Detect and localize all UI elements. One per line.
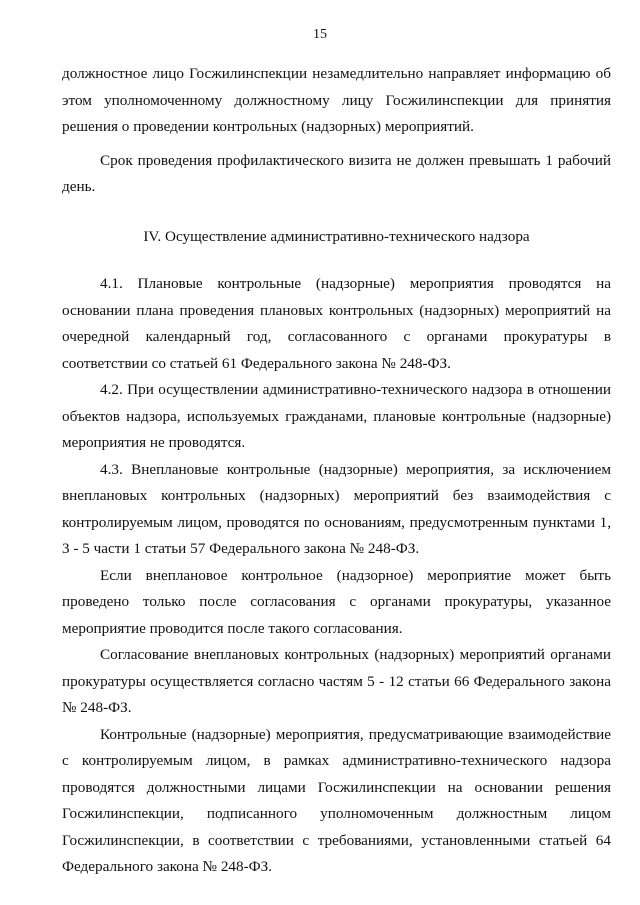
document-body bbox=[62, 61, 611, 881]
paragraph-4-3: 4.3. Внеплановые контрольные (надзорные) мероприятия, за исключением внеплановых контрольных (надзорных) мероприятий без взаимодействия с контролируемым лицом, проводятся по основаниям, предусмотренным пунктами 1, 3 - 5 части 1 статьи 57 Федерального закона № 248-ФЗ. bbox=[62, 460, 611, 557]
paragraph-4-2: 4.2. При осуществлении административно-технического надзора в отношении объектов надзора, используемых гражданами, плановые контрольные (надзорные) мероприятия не проводятся. bbox=[62, 381, 611, 451]
paragraph: Если внеплановое контрольное (надзорное) мероприятие может быть проведено только после согласования с органами прокуратуры, указанное мероприятие проводится после такого согласования. bbox=[62, 566, 611, 637]
paragraph-4-1: 4.1. Плановые контрольные (надзорные) мероприятия проводятся на основании плана проведения плановых контрольных (надзорных) мероприятий на очередной календарный год, согласованного с органами прокуратуры в соответствии со статьей 61 Федерального закона № 248-ФЗ. bbox=[62, 275, 611, 372]
paragraph: Срок проведения профилактического визита не должен превышать 1 рабочий день. bbox=[62, 151, 611, 195]
paragraph: Согласование внеплановых контрольных (надзорных) мероприятий органами прокуратуры осуществляется согласно частям 5 - 12 статьи 66 Федерального закона № 248-ФЗ. bbox=[62, 646, 611, 716]
section-heading: IV. Осуществление административно-технического надзора bbox=[143, 227, 530, 245]
page-number: 15 bbox=[313, 27, 327, 42]
paragraph: должностное лицо Госжилинспекции незамедлительно направляет информацию об этом уполномоченному должностному лицу Госжилинспекции для принятия решения о проведении контрольных (надзорных) мероприятий. bbox=[62, 65, 611, 135]
paragraph: Контрольные (надзорные) мероприятия, предусматривающие взаимодействие с контролируемым лицом, в рамках административно-технического надзора проводятся должностными лицами Госжилинспекции на основании решения Госжилинспекции, подписанного уполномоченным должностным лицом Госжилинспекции, в соответствии с требованиями, установленными статьей 64 Федерального закона № 248-ФЗ. bbox=[62, 725, 611, 875]
